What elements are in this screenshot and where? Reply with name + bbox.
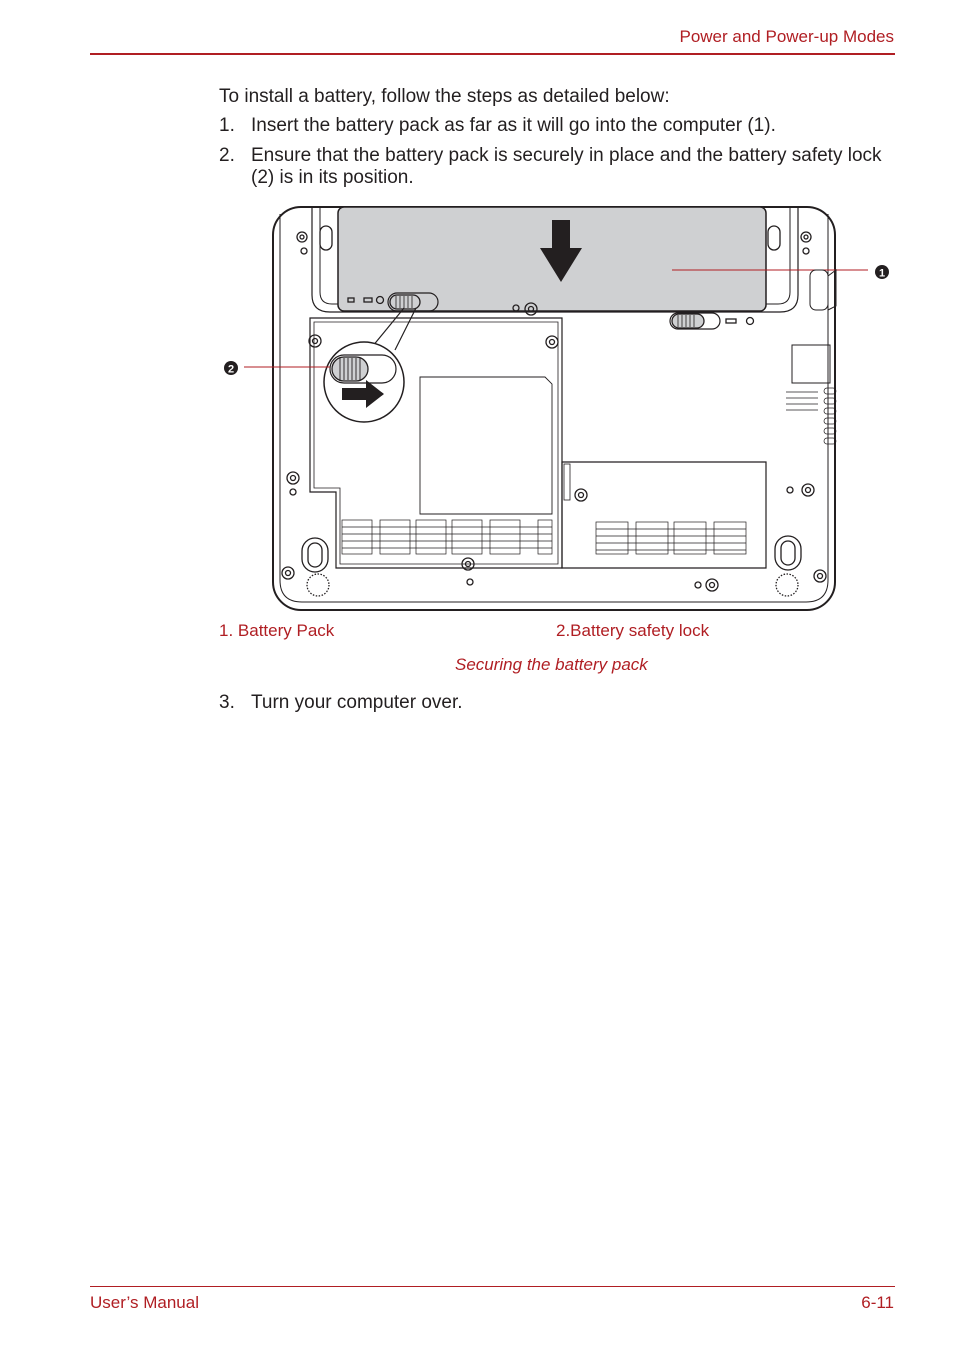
- running-header: Power and Power-up Modes: [679, 27, 894, 46]
- step-text: Insert the battery pack as far as it will go into the computer (1).: [251, 115, 776, 136]
- footer-rule: [90, 1286, 895, 1287]
- right-vents: [596, 522, 746, 554]
- header-rule: [90, 53, 895, 55]
- step-text: Turn your computer over.: [251, 692, 463, 713]
- legend-battery-pack: 1. Battery Pack: [219, 621, 335, 640]
- page-number: 6-11: [861, 1293, 894, 1312]
- hdd-cover: [562, 462, 766, 568]
- step-number: 2.: [219, 145, 235, 166]
- callout-1-number: 1: [878, 267, 886, 280]
- step-number: 3.: [219, 692, 235, 713]
- intro-text: To install a battery, follow the steps as detailed below:: [219, 86, 670, 107]
- step-number: 1.: [219, 115, 235, 136]
- callout-2-number: 2: [227, 363, 235, 376]
- step-text: Ensure that the battery pack is securely in place and the battery safety lock (2) is in its position.: [251, 145, 882, 188]
- footer-manual-title: User’s Manual: [90, 1293, 199, 1312]
- magnified-lock: [324, 342, 404, 422]
- left-vents: [342, 520, 552, 554]
- legend-safety-lock: 2.Battery safety lock: [556, 621, 710, 640]
- figure-caption: Securing the battery pack: [455, 655, 648, 674]
- battery-diagram: [220, 200, 900, 615]
- label-plate: [420, 377, 552, 514]
